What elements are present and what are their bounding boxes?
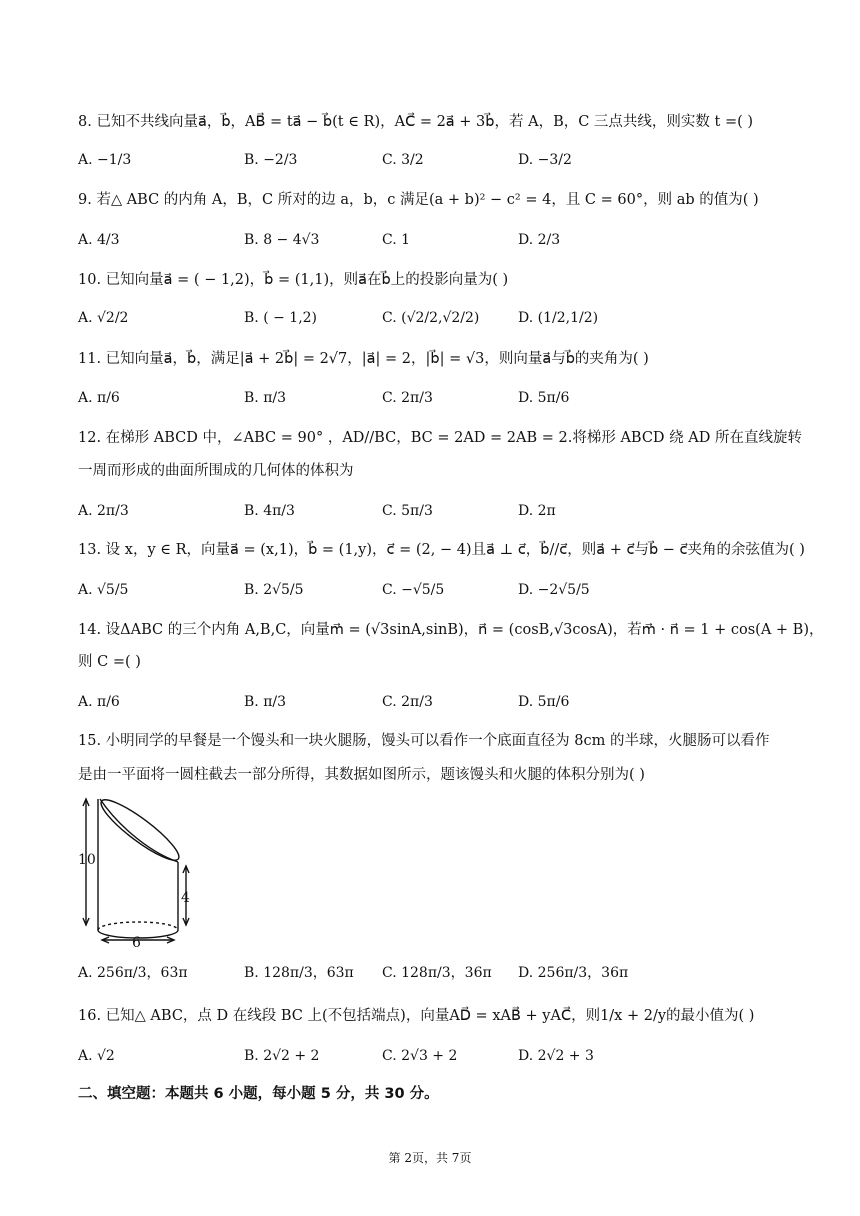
question-14-cont: 则 C =( ) <box>78 654 141 670</box>
option-b: B. ( − 1,2) <box>244 310 318 326</box>
option-b: B. 8 − 4√3 <box>244 232 320 248</box>
option-d: D. 5π/6 <box>518 390 570 406</box>
option-d: D. 2π <box>518 503 556 519</box>
question-13: 13. 设 x，y ∈ R，向量a⃗ = (x,1)，b⃗ = (1,y)，c⃗ = (2, − 4)且a⃗ ⊥ c⃗，b⃗//c⃗，则a⃗ + c⃗与b⃗ − c⃗夹角的余弦值为( ) <box>78 542 805 558</box>
option-c: C. (√2/2,√2/2) <box>382 310 480 326</box>
option-c: C. 2√3 + 2 <box>382 1048 458 1064</box>
question-9: 9. 若△ ABC 的内角 A，B，C 所对的边 a，b，c 满足(a + b)² − c² = 4，且 C = 60°，则 ab 的值为( ) <box>78 192 759 208</box>
option-d: D. 256π/3，36π <box>518 965 629 981</box>
question-16: 16. 已知△ ABC，点 D 在线段 BC 上(不包括端点)，向量AD⃗ = xAB⃗ + yAC⃗，则1/x + 2/y的最小值为( ) <box>78 1008 755 1024</box>
option-b: B. −2/3 <box>244 152 298 168</box>
option-c: C. 2π/3 <box>382 390 433 406</box>
question-10: 10. 已知向量a⃗ = ( − 1,2)，b⃗ = (1,1)，则a⃗在b⃗上的投影向量为( ) <box>78 272 509 288</box>
option-a: A. 4/3 <box>78 232 120 248</box>
option-a: A. √2/2 <box>78 310 129 326</box>
option-a: A. √5/5 <box>78 582 129 598</box>
question-8: 8. 已知不共线向量a⃗，b⃗，AB⃗ = ta⃗ − b⃗(t ∈ R)，AC⃗ = 2a⃗ + 3b⃗，若 A，B，C 三点共线，则实数 t =( ) <box>78 114 754 130</box>
option-c: C. 128π/3，36π <box>382 965 492 981</box>
dim-label-10: 10 <box>78 852 96 868</box>
question-15-cont: 是由一平面将一圆柱截去一部分所得，其数据如图所示，题该馒头和火腿的体积分别为( ) <box>78 767 645 783</box>
option-c: C. −√5/5 <box>382 582 445 598</box>
question-14: 14. 设ΔABC 的三个内角 A,B,C，向量m⃗ = (√3sinA,sinB)，n⃗ = (cosB,√3cosA)，若m⃗ · n⃗ = 1 + cos(A + B)， <box>78 622 824 638</box>
option-d: D. (1/2,1/2) <box>518 310 599 326</box>
dim-label-6: 6 <box>132 935 141 950</box>
option-a: A. −1/3 <box>78 152 132 168</box>
option-d: D. 2/3 <box>518 232 561 248</box>
question-12-cont: 一周而形成的曲面所围成的几何体的体积为 <box>78 463 354 479</box>
ham-cylinder-figure <box>74 790 194 954</box>
option-b: B. 2√5/5 <box>244 582 304 598</box>
option-c: C. 3/2 <box>382 152 424 168</box>
option-b: B. 2√2 + 2 <box>244 1048 320 1064</box>
option-b: B. π/3 <box>244 390 287 406</box>
page-footer: 第 2页，共 7页 <box>388 1151 472 1165</box>
question-11: 11. 已知向量a⃗，b⃗，满足|a⃗ + 2b⃗| = 2√7，|a⃗| = 2，|b⃗| = √3，则向量a⃗与b⃗的夹角为( ) <box>78 351 649 367</box>
option-a: A. √2 <box>78 1048 115 1064</box>
option-a: A. π/6 <box>78 694 120 710</box>
option-a: A. 2π/3 <box>78 503 129 519</box>
option-a: A. 256π/3，63π <box>78 965 188 981</box>
option-a: A. π/6 <box>78 390 120 406</box>
question-15: 15. 小明同学的早餐是一个馒头和一块火腿肠，馒头可以看作一个底面直径为 8cm 的半球，火腿肠可以看作 <box>78 733 770 749</box>
option-d: D. 2√2 + 3 <box>518 1048 594 1064</box>
dim-label-4: 4 <box>181 890 190 906</box>
option-d: D. −3/2 <box>518 152 572 168</box>
option-b: B. π/3 <box>244 694 287 710</box>
option-d: D. 5π/6 <box>518 694 570 710</box>
option-c: C. 2π/3 <box>382 694 433 710</box>
option-c: C. 5π/3 <box>382 503 433 519</box>
option-c: C. 1 <box>382 232 411 248</box>
option-b: B. 128π/3，63π <box>244 965 354 981</box>
option-b: B. 4π/3 <box>244 503 295 519</box>
question-12: 12. 在梯形 ABCD 中，∠ABC = 90° ，AD//BC，BC = 2AD = 2AB = 2.将梯形 ABCD 绕 AD 所在直线旋转 <box>78 430 802 446</box>
section-title: 二、填空题：本题共 6 小题，每小题 5 分，共 30 分。 <box>78 1086 439 1102</box>
option-d: D. −2√5/5 <box>518 582 590 598</box>
